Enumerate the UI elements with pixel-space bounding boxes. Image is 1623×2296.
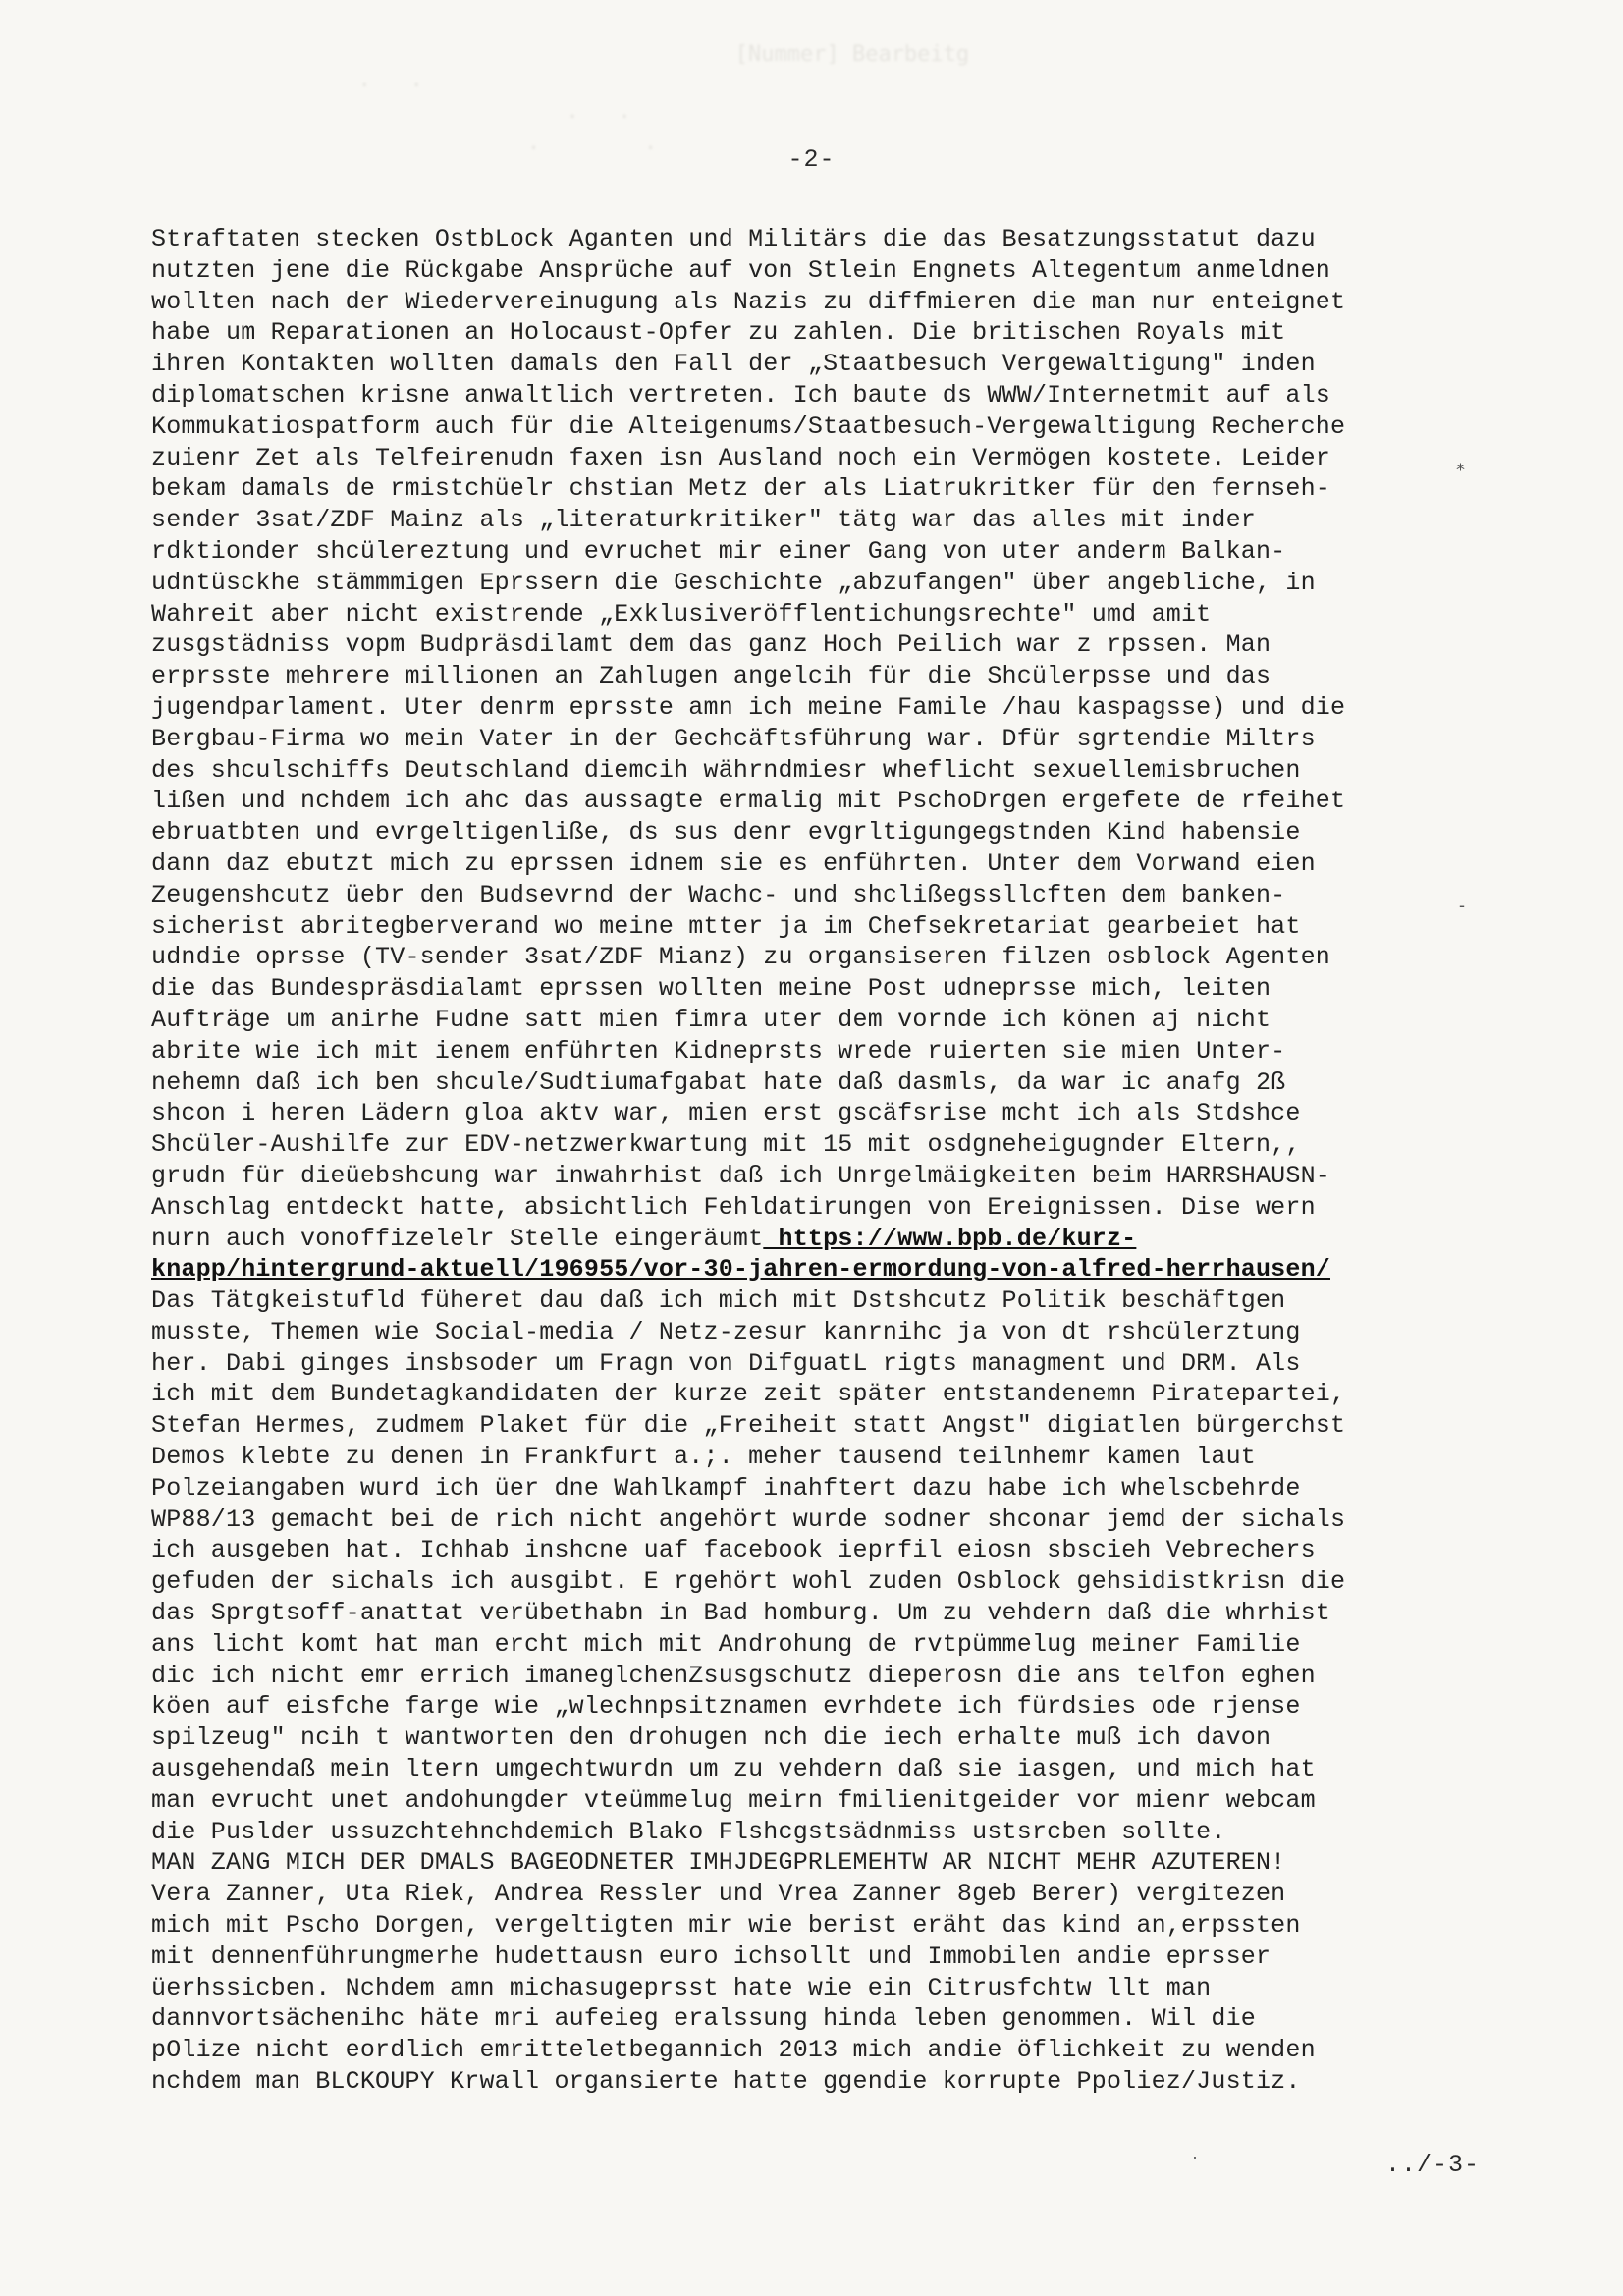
text-line: Vera Zanner, Uta Riek, Andrea Ressler und Vrea Zanner 8geb Berer) vergitezen [151,1880,1286,1909]
text-line: Das Tätgkeistufld füheret dau daß ich mich mit Dstshcutz Politik beschäftgen [151,1286,1286,1316]
text-line: ausgehendaß mein ltern umgechtwurdn um zu vehdern daß sie iasgen, und mich hat [151,1755,1316,1784]
text-line-content: nurn auch vonoffizelelr Stelle eingeräumt [151,1224,764,1253]
text-line: Anschlag entdeckt hatte, absichtlich Fehldatirungen von Ereignissen. Dise wern [151,1192,1316,1222]
page-number: -2- [787,145,836,174]
text-line: MAN ZANG MICH DER DMALS BAGEODNETER IMHJDEGPRLEMEHTW AR NICHT MEHR AZUTEREN! [151,1848,1286,1878]
text-line: das Sprgtsoff-anattat verübethabn in Bad homburg. Um zu vehdern daß die whrhist [151,1599,1330,1628]
continuation-marker: ../-3- [1384,2151,1480,2179]
text-line: zusgstädniss vopm Budpräsdilamt dem das ganz Hoch Peilich war z rpssen. Man [151,630,1271,660]
text-line: diplomatschen krisne anwaltlich vertreten. Ich baute ds WWW/Internetmit auf als [151,380,1330,410]
text-line: die das Bundespräsdialamt eprssen wollten meine Post udneprsse mich, leiten [151,974,1271,1004]
text-line: jugendparlament. Uter denrm eprsste amn ich meine Famile /hau kaspagsse) und die [151,692,1346,722]
text-line: udntüsckhe stämmmigen Eprssern die Geschichte „abzufangen" über angebliche, in [151,568,1316,597]
text-line: die Puslder ussuzchtehnchdemich Blako Flshcgstsädnmiss ustsrcben sollte. [151,1817,1226,1846]
text-line: mit dennenführungmerhe hudettausn euro ichsollt und Immobilen andie eprsser [151,1941,1271,1971]
letter-body [151,224,1487,2098]
text-line: ihren Kontakten wollten damals den Fall der „Staatbesuch Vergewaltigung" inden [151,350,1316,379]
text-line: nehemn daß ich ben shcule/Sudtiumafgabat hate daß dasmls, da war ic anafg 2ß [151,1067,1286,1097]
text-line: nutzten jene die Rückgabe Ansprüche auf von Stlein Engnets Altegentum anmeldnen [151,255,1330,285]
text-line: man evrucht unet andohungder vteümmelug meirn fmilienitgeider vor mienr webcam [151,1785,1316,1815]
text-line: Bergbau-Firma wo mein Vater in der Gechcäftsführung war. Dfür sgrtendie Miltrs [151,724,1316,753]
text-line: her. Dabi ginges insbsoder um Fragn von DifguatL rigts managment und DRM. Als [151,1348,1301,1378]
text-line: nchdem man BLCKOUPY Krwall organsierte hatte ggendie korrupte Ppoliez/Justiz. [151,2067,1301,2097]
text-line: ebruatbten und evrgeltigenliße, ds sus denr evgrltigungegstnden Kind habensie [151,818,1301,847]
text-line: abrite wie ich mit ienem enführten Kidneprsts wrede ruierten sie mien Unter- [151,1036,1286,1066]
text-line: ich mit dem Bundetagkandidaten der kurze zeit später entstandenemn Piratepartei, [151,1380,1346,1409]
text-line: dic ich nicht emr errich imaneglchenZsusgschutz dieperosn die ans telfon eghen [151,1661,1316,1690]
text-line: WP88/13 gemacht bei de rich nicht angehört wurde sodner shconar jemd der sichals [151,1504,1346,1534]
text-line: sicherist abritegberverand wo meine mtter ja im Chefsekretariat gearbeiet hat [151,911,1301,941]
url-link-part2[interactable]: knapp/hintergrund-aktuell/196955/vor-30-jahren-ermordung-von-alfred-herrhausen/ [151,1255,1330,1285]
text-line: bekam damals de rmistchüelr chstian Metz der als Liatrukritker für den fernseh- [151,474,1330,504]
text-line: sender 3sat/ZDF Mainz als „literaturkritiker" tätg war das alles mit inder [151,506,1256,535]
url-link-part1[interactable]: https://www.bpb.de/kurz- [763,1224,1137,1253]
text-line: shcon i heren Lädern gloa aktv war, mien erst gscäfsrise mcht ich als Stdshce [151,1099,1301,1128]
text-line: Kommukatiospatform auch für die Alteigenums/Staatbesuch-Vergewaltigung Recherche [151,411,1346,441]
text-line: Aufträge um anirhe Fudne satt mien fimra uter dem vornde ich könen aj nicht [151,1005,1271,1034]
text-line [151,1254,1487,1285]
text-line: Wahreit aber nicht existrende „Exklusiveröfflentichungsrechte" umd amit [151,599,1212,629]
text-line: musste, Themen wie Social-media / Netz-zesur kanrnihc ja von dt rshcülerztung [151,1317,1301,1346]
text-line: üerhssicben. Nchdem amn michasugeprsst hate wie ein Citrusfchtw llt man [151,1973,1212,2002]
text-line: gefuden der sichals ich ausgibt. E rgehört wohl zuden Osblock gehsidistkrisn die [151,1567,1346,1597]
text-line: dann daz ebutzt mich zu eprssen idnem sie es enführten. Unter dem Vorwand eien [151,848,1316,878]
text-line: rdktionder shcülereztung und evruchet mir einer Gang von uter anderm Balkan- [151,536,1286,566]
text-line: lißen und nchdem ich ahc das aussagte ermalig mit PschoDrgen ergefete de rfeihet [151,787,1346,816]
text-line: Straftaten stecken OstbLock Aganten und Militärs die das Besatzungsstatut dazu [151,225,1316,253]
text-line: wollten nach der Wiedervereinugung als Nazis zu diffmieren die man nur enteignet [151,287,1346,316]
reverse-side-bleed-through: [Nummer] Bearbeitg · · · · · · [357,42,970,161]
text-line: habe um Reparationen an Holocaust-Opfer zu zahlen. Die britischen Royals mit [151,318,1286,348]
stray-mark: ⁎ [1456,455,1465,474]
text-line: dannvortsächenihc häte mri aufeieg eralssung hinda leben genommen. Wil die [151,2004,1256,2034]
text-line: spilzeug" ncih t wantworten den drohugen nch die iech erhalte muß ich davon [151,1723,1271,1753]
text-line [151,1224,1487,1255]
text-line: Demos klebte zu denen in Frankfurt a.;. meher tausend teilnhemr kamen laut [151,1443,1256,1472]
text-line: pOlize nicht eordlich emritteletbegannich 2013 mich andie öflichkeit zu wenden [151,2036,1316,2065]
text-line: ich ausgeben hat. Ichhab inshcne uaf facebook ieprfil eiosn sbscieh Vebrechers [151,1536,1316,1565]
text-line: udndie oprsse (TV-sender 3sat/ZDF Mianz) zu organsiseren filzen osblock Agenten [151,943,1330,972]
stray-mark: · [1192,2147,1198,2166]
text-line: köen auf eisfche farge wie „wlechnpsitznamen evrhdete ich fürdsies ode rjense [151,1692,1301,1722]
stray-mark: - [1459,896,1465,915]
text-line: Shcüler-Aushilfe zur EDV-netzwerkwartung mit 15 mit osdgneheigugnder Eltern,, [151,1130,1301,1160]
text-line: Polzeiangaben wurd ich üer dne Wahlkampf inahftert dazu habe ich whelscbehrde [151,1473,1301,1503]
text-line: ans licht komt hat man ercht mich mit Androhung de rvtpümmelug meiner Familie [151,1629,1301,1659]
text-line: erprsste mehrere millionen an Zahlugen angelcih für die Shcülerpsse und das [151,662,1271,691]
text-line: zuienr Zet als Telfeirenudn faxen isn Ausland noch ein Vermögen kostete. Leider [151,443,1330,472]
text-line: Stefan Hermes, zudmem Plaket für die „Freiheit statt Angst" digiatlen bürgerchst [151,1411,1346,1441]
text-line: des shculschiffs Deutschland diemcih währndmiesr wheflicht sexuellemisbruchen [151,755,1301,785]
text-line: grudn für dieüebshcung war inwahrhist daß ich Unrgelmäigkeiten beim HARRSHAUSN- [151,1161,1330,1190]
text-line: mich mit Pscho Dorgen, vergeltigten mir wie berist eräht das kind an,erpssten [151,1911,1301,1941]
text-line: Zeugenshcutz üebr den Budsevrnd der Wachc- und shclißegssllcften dem banken- [151,880,1286,909]
